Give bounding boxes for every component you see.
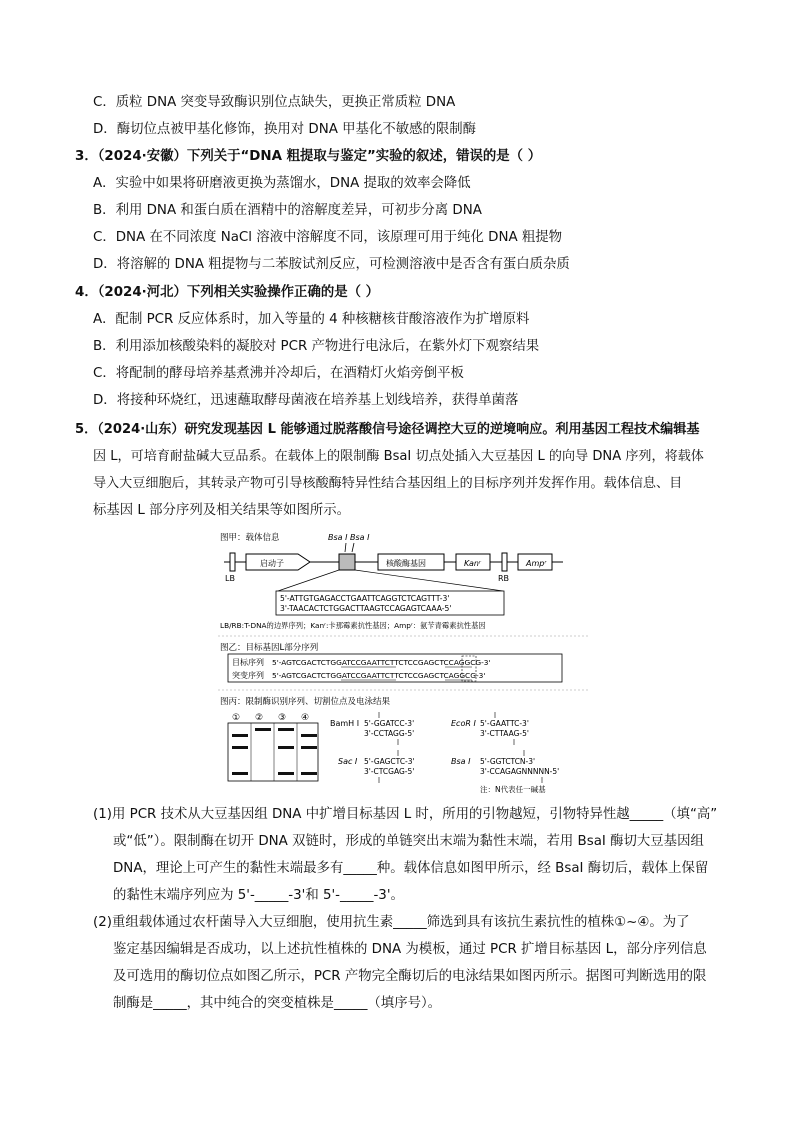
promoter-label: 启动子 xyxy=(260,559,284,568)
mutant-seq-label: 突变序列 xyxy=(232,671,264,680)
q4-option-d: D．将接种环烧红，迅速蘸取酵母菌液在培养基上划线培养，获得单菌落 xyxy=(93,393,519,408)
q5-part2-line-4: 制酶是_____，其中纯合的突变植株是_____（填序号）。 xyxy=(113,996,442,1011)
q5-stem-line-3: 导入大豆细胞后，其转录产物可引导核酸酶特异性结合基因组上的目标序列并发挥作用。载体信息、目 xyxy=(93,476,683,491)
fig-bing-title: 图丙：限制酶识别序列、切割位点及电泳结果 xyxy=(220,697,391,707)
q4-option-b: B．利用添加核酸染料的凝胶对 PCR 产物进行电泳后，在紫外灯下观察结果 xyxy=(93,339,540,354)
q5-stem-line-2: 因 L，可培育耐盐碱大豆品系。在载体上的限制酶 BsaI 切点处插入大豆基因 L 的向导 DNA 序列，将载体 xyxy=(93,449,704,464)
bamh-top-seq: 5'-GGATCC-3' xyxy=(364,719,415,728)
target-seq-label: 目标序列 xyxy=(232,658,264,667)
q5-stem-line-1: 5．（2024·山东）研究发现基因 L 能够通过脱落酸信号途径调控大豆的逆境响应。利用基因工程技术编辑基 xyxy=(75,422,700,437)
sac-bottom-seq: 3'-CTCGAG-5' xyxy=(364,767,415,776)
q2-option-d: D．酶切位点被甲基化修饰，换用对 DNA 甲基化不敏感的限制酶 xyxy=(93,122,477,137)
kan-gene-label: Kanʳ xyxy=(464,559,482,568)
q3-option-a: A．实验中如果将研磨液更换为蒸馏水，DNA 提取的效率会降低 xyxy=(93,176,471,191)
rb-border xyxy=(502,553,507,571)
bamh-label: BamH Ⅰ xyxy=(330,719,360,728)
enzyme-sac xyxy=(338,750,415,783)
q4-option-c: C．将配制的酵母培养基煮沸并冷却后，在酒精灯火焰旁倒平板 xyxy=(93,366,464,381)
q3-option-b: B．利用 DNA 和蛋白质在酒精中的溶解度差异，可初步分离 DNA xyxy=(93,203,482,218)
band-lane3-b xyxy=(278,746,294,749)
sac-label: Sac Ⅰ xyxy=(338,757,358,766)
ecor-bottom-seq: 3'-CTTAAG-5' xyxy=(480,729,529,738)
nuclease-gene-label: 核酸酶基因 xyxy=(386,559,426,568)
band-lane4-a xyxy=(301,734,317,737)
q5-part2-line-3: 及可选用的酶切位点如图乙所示，PCR 产物完全酶切后的电泳结果如图丙所示。据图可判断选用的限 xyxy=(113,969,707,984)
lane-label-1: ① xyxy=(232,713,241,723)
band-lane3-c xyxy=(278,772,294,775)
bsa-insert-site xyxy=(339,554,355,570)
fig-yi-title: 图乙：目标基因L部分序列 xyxy=(220,643,319,653)
band-lane2-a xyxy=(255,728,271,731)
q5-figure xyxy=(218,528,590,800)
bamh-bottom-seq: 3'-CCTAGG-5' xyxy=(364,729,415,738)
fig-jia-title: 图甲：载体信息 xyxy=(220,533,280,543)
q5-part2-line-2: 鉴定基因编辑是否成功，以上述抗性植株的 DNA 为模板，通过 PCR 扩增目标基因 L，部分序列信息 xyxy=(113,942,707,957)
mutant-seq: 5'-AGTCGACTCTGGATCCGAATTCTTCTCCGAGCTCAGGCG-3' xyxy=(272,671,486,680)
sac-top-seq: 5'-GAGCTC-3' xyxy=(364,757,415,766)
q3-option-c: C．DNA 在不同浓度 NaCl 溶液中溶解度不同，该原理可用于纯化 DNA 粗提物 xyxy=(93,230,563,245)
fig-jia-note: LB/RB:T-DNA的边界序列；Kanʳ:卡那霉素抗性基因；Ampʳ：氨苄青霉素抗性基因 xyxy=(220,621,486,630)
target-seq: 5'-AGTCGACTCTGGATCCGAATTCTTCTCCGAGCTCCAGGCG-3' xyxy=(272,658,491,667)
q4-option-a: A．配制 PCR 反应体系时，加入等量的 4 种核糖核苷酸溶液作为扩增原料 xyxy=(93,312,530,327)
enzyme-ecor xyxy=(451,712,529,745)
band-lane1-c xyxy=(232,772,248,775)
band-lane1-a xyxy=(232,734,248,737)
rb-label: RB xyxy=(498,574,510,583)
q5-part2-line-1: (2)重组载体通过农杆菌导入大豆细胞，使用抗生素_____筛选到具有该抗生素抗性的植株①~④。为了 xyxy=(93,915,690,930)
fig-bsa-label-2: Bsa Ⅰ xyxy=(350,533,370,542)
fig-bsa-label-1: Bsa Ⅰ xyxy=(328,533,348,542)
band-lane1-b xyxy=(232,746,248,749)
lane-label-2: ② xyxy=(255,713,264,723)
q5-part1-line-1: (1)用 PCR 技术从大豆基因组 DNA 中扩增目标基因 L 时，所用的引物越短，引物特异性越_____（填“高” xyxy=(93,807,718,822)
ecor-top-seq: 5'-GAATTC-3' xyxy=(480,719,529,728)
vector-map xyxy=(224,553,563,591)
q5-part1-line-4: 的黏性末端序列应为 5'-_____-3'和 5'-_____-3'。 xyxy=(113,888,404,903)
q2-option-c: C．质粒 DNA 突变导致酶识别位点缺失，更换正常质粒 DNA xyxy=(93,95,456,110)
bsa-label: Bsa Ⅰ xyxy=(451,757,471,766)
lb-border xyxy=(230,553,235,571)
q5-stem-line-4: 标基因 L 部分序列及相关结果等如图所示。 xyxy=(93,503,351,518)
q5-part1-line-3: DNA，理论上可产生的黏性末端最多有_____种。载体信息如图甲所示，经 BsaI 酶切后，载体上保留 xyxy=(113,861,709,876)
gel-electrophoresis xyxy=(228,713,318,781)
q5-part1-line-2: 或“低”）。限制酶在切开 DNA 双链时，形成的单链突出末端为黏性末端，若用 BsaI 酶切大豆基因组 xyxy=(113,834,704,849)
lb-label: LB xyxy=(225,574,235,583)
band-lane4-b xyxy=(301,746,317,749)
vector-seq-bottom: 3'-TAACACTCTGGACTTAAGTCCAGAGTCAAA-5' xyxy=(280,604,452,613)
vector-seq-top: 5'-ATTGTGAGACCTGAATTCAGGTCTCAGTTT-3' xyxy=(280,594,450,603)
ecor-label: EcoR Ⅰ xyxy=(451,719,476,728)
amp-gene-label: Ampʳ xyxy=(526,559,547,568)
lane-label-3: ③ xyxy=(278,713,287,723)
bsa-top-seq: 5'-GGTCTCN-3' xyxy=(480,757,536,766)
q4-stem: 4．（2024·河北）下列相关实验操作正确的是（ ） xyxy=(75,285,380,300)
enzyme-bamh xyxy=(330,712,414,745)
bsa-bottom-seq: 3'-CCAGAGNNNNN-5' xyxy=(480,767,560,776)
q3-option-d: D．将溶解的 DNA 粗提物与二苯胺试剂反应，可检测溶液中是否含有蛋白质杂质 xyxy=(93,257,570,272)
enzyme-bsa xyxy=(451,750,559,783)
q3-stem: 3．（2024·安徽）下列关于“DNA 粗提取与鉴定”实验的叙述，错误的是（ ） xyxy=(75,149,542,164)
band-lane4-c xyxy=(301,772,317,775)
band-lane3-a xyxy=(278,728,294,731)
lane-label-4: ④ xyxy=(301,713,310,723)
fig-bing-note: 注：N代表任一碱基 xyxy=(480,785,546,794)
